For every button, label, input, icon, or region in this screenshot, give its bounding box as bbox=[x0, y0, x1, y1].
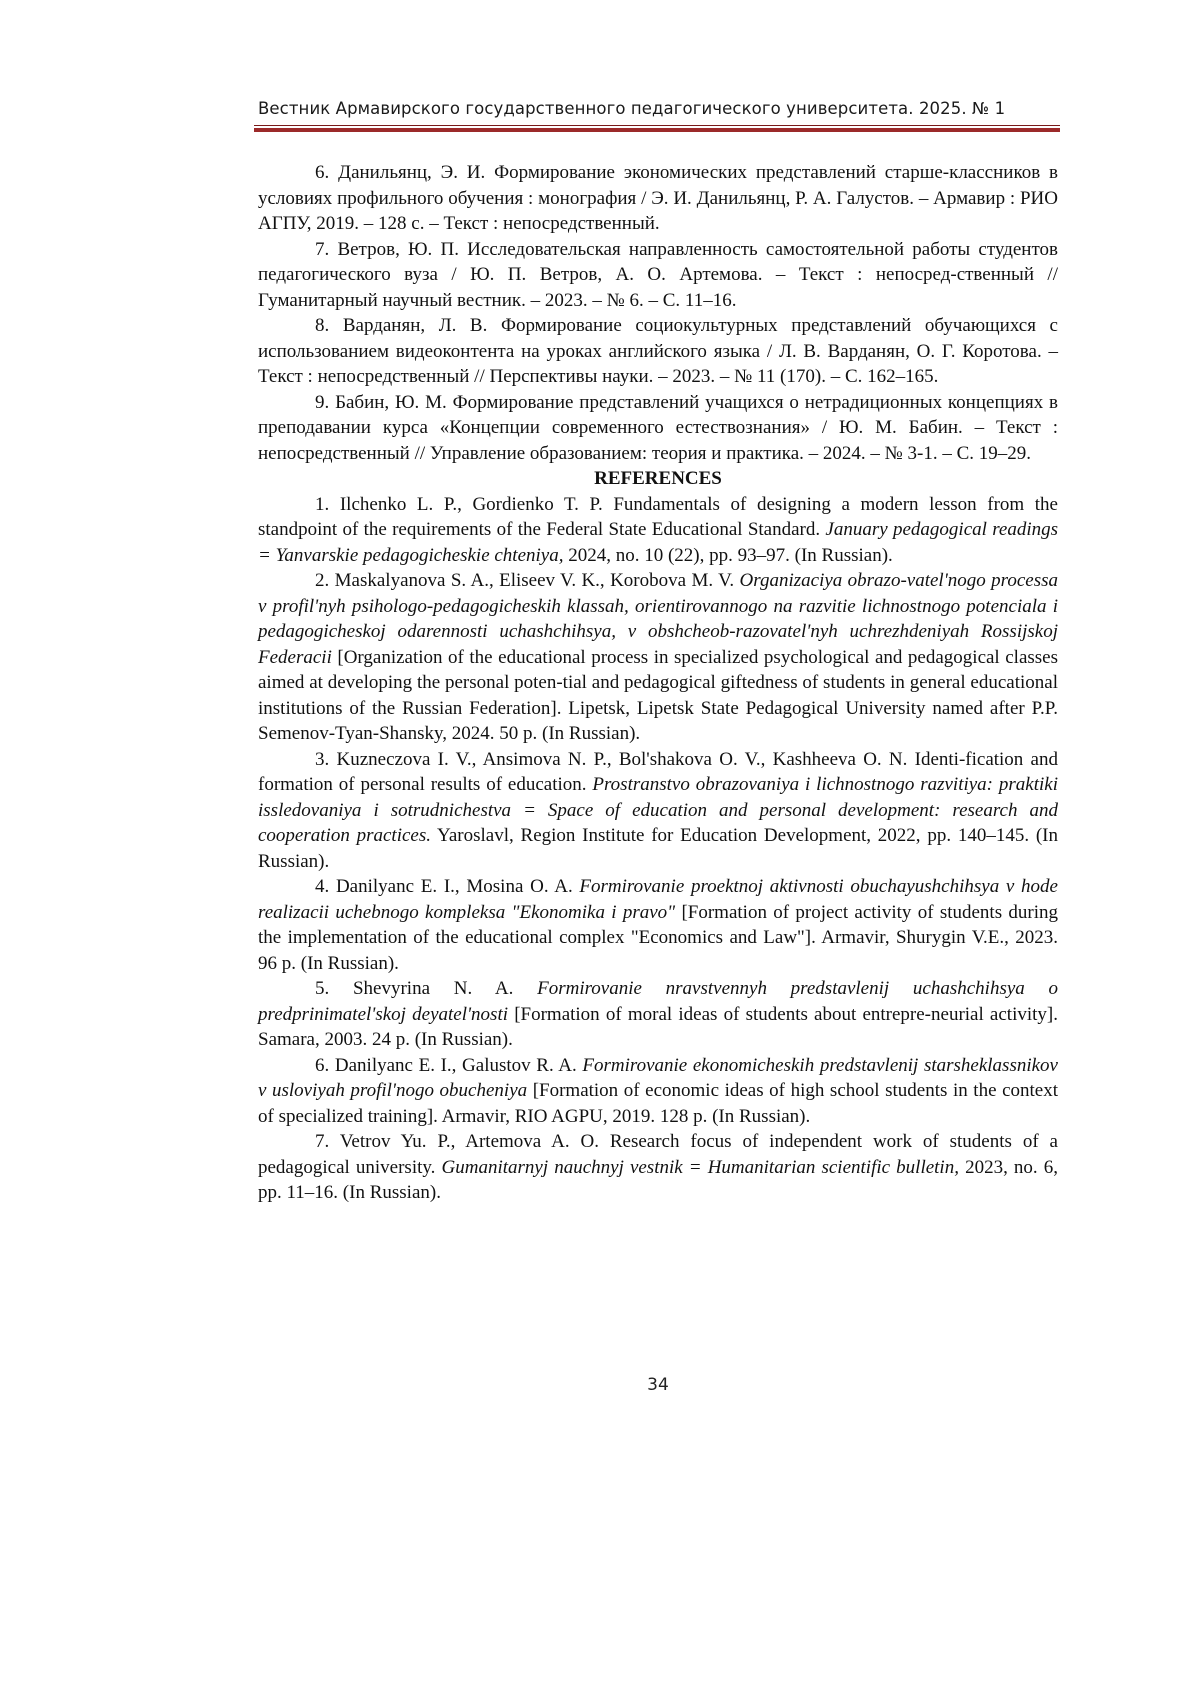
reference-1-pre: 1. Ilchenko L. P., Gordienko T. P. Fundamentals of designing a modern lesson from the standpoint of the requirements of the Federal State Educational Standard. bbox=[258, 494, 1058, 541]
reference-2 bbox=[258, 568, 1058, 747]
reference-5-post: [Formation of moral ideas of students about entrepre-neurial activity]. Samara, 2003. 24 p. (In Russian). bbox=[258, 1004, 1058, 1051]
reference-5 bbox=[258, 976, 1058, 1053]
reference-2-post: [Organization of the educational process in specialized psychological and pedagogical classes aimed at developing the personal poten-tial and pedagogical giftedness of students in general educational institutions of the Russian Federation]. Lipetsk, Lipetsk State Pedagogical University named after P.P. Semenov-Tyan-Shansky, 2024. 50 p. (In Russian). bbox=[258, 647, 1058, 745]
reference-4-italic: Formirovanie proektnoj aktivnosti obuchayushchihsya v hode realizacii uchebnogo kompleksa "Ekonomika i pravo" bbox=[258, 876, 1058, 923]
reference-3-post: Yaroslavl, Region Institute for Education Development, 2022, pp. 140–145. (In Russian). bbox=[258, 825, 1058, 872]
reference-4-post: [Formation of project activity of students during the implementation of the educational complex "Economics and Law"]. Armavir, Shurygin V.E., 2023. 96 p. (In Russian). bbox=[258, 902, 1058, 974]
reference-7-post: 2023, no. 6, pp. 11–16. (In Russian). bbox=[258, 1157, 1058, 1204]
reference-7 bbox=[258, 1129, 1058, 1206]
reference-1-post: 2024, no. 10 (22), pp. 93–97. (In Russian). bbox=[563, 545, 892, 566]
page-number: 34 bbox=[0, 1375, 1200, 1395]
reference-3-pre: 3. Kuzneczova I. V., Ansimova N. P., Bol'shakova O. V., Kashheeva O. N. Identi-fication and formation of personal results of education. bbox=[258, 749, 1058, 796]
reference-6-italic: Formirovanie ekonomicheskih predstavlenij starsheklassnikov v usloviyah profil'nogo obucheniya bbox=[258, 1055, 1058, 1102]
reference-7-pre: 7. Vetrov Yu. P., Artemova A. O. Research focus of independent work of students of a pedagogical university. bbox=[258, 1131, 1058, 1178]
russian-ref-6: 6. Данильянц, Э. И. Формирование экономических представлений старше-классников в условиях профильного обучения : монография / Э. И. Данильянц, Р. А. Галустов. – Армавир : РИО АГПУ, 2019. – 128 с. – Текст : непосредственный. bbox=[258, 160, 1058, 237]
reference-6 bbox=[258, 1053, 1058, 1130]
reference-4-pre: 4. Danilyanc E. I., Mosina O. A. bbox=[315, 876, 579, 897]
reference-6-pre: 6. Danilyanc E. I., Galustov R. A. bbox=[315, 1055, 582, 1076]
reference-3 bbox=[258, 747, 1058, 875]
header-rule-thin bbox=[254, 125, 1060, 126]
reference-1-italic: January pedagogical readings = Yanvarskie pedagogicheskie chteniya, bbox=[258, 519, 1058, 566]
document-page bbox=[0, 0, 1200, 1697]
page-content bbox=[258, 160, 1058, 1206]
russian-ref-8: 8. Варданян, Л. В. Формирование социокультурных представлений обучающихся с использованием видеоконтента на уроках английского языка / Л. В. Варданян, О. Г. Коротова. – Текст : непосредственный // Перспективы науки. – 2023. – № 11 (170). – С. 162–165. bbox=[258, 313, 1058, 390]
reference-6-post: [Formation of economic ideas of high school students in the context of specialized training]. Armavir, RIO AGPU, 2019. 128 p. (In Russian). bbox=[258, 1080, 1058, 1127]
references-title: REFERENCES bbox=[258, 466, 1058, 492]
reference-7-italic: Gumanitarnyj nauchnyj vestnik = Humanitarian scientific bulletin, bbox=[442, 1157, 959, 1178]
header-rule-thick bbox=[254, 128, 1060, 132]
reference-5-italic: Formirovanie nravstvennyh predstavlenij uchashchihsya o predprinimatel'skoj deyatel'nosti bbox=[258, 978, 1058, 1025]
russian-ref-7: 7. Ветров, Ю. П. Исследовательская направленность самостоятельной работы студентов педагогического вуза / Ю. П. Ветров, А. О. Артемова. – Текст : непосред-ственный // Гуманитарный научный вестник. – 2023. – № 6. – С. 11–16. bbox=[258, 237, 1058, 314]
reference-1 bbox=[258, 492, 1058, 569]
reference-4 bbox=[258, 874, 1058, 976]
reference-3-italic: Prostranstvo obrazovaniya i lichnostnogo razvitiya: praktiki issledovaniya i sotrudnichestva = Space of education and personal development: research and cooperation practices. bbox=[258, 774, 1058, 846]
reference-2-pre: 2. Maskalyanova S. A., Eliseev V. K., Korobova M. V. bbox=[315, 570, 740, 591]
russian-ref-9: 9. Бабин, Ю. М. Формирование представлений учащихся о нетрадиционных концепциях в преподавании курса «Концепции современного естествознания» / Ю. М. Бабин. – Текст : непосредственный // Управление образованием: теория и практика. – 2024. – № 3-1. – С. 19–29. bbox=[258, 390, 1058, 467]
journal-header: Вестник Армавирского государственного педагогического университета. 2025. № 1 bbox=[258, 99, 1058, 118]
reference-5-pre: 5. Shevyrina N. A. bbox=[315, 978, 537, 999]
reference-2-italic: Organizaciya obrazo-vatel'nogo processa v profil'nyh psihologo-pedagogicheskih klassah, orientirovannogo na razvitie lichnostnogo potenciala i pedagogicheskoj odarennosti uchashchihsya, v obshcheob-razovatel'nyh uchrezhdeniyah Rossijskoj Federacii bbox=[258, 570, 1058, 668]
